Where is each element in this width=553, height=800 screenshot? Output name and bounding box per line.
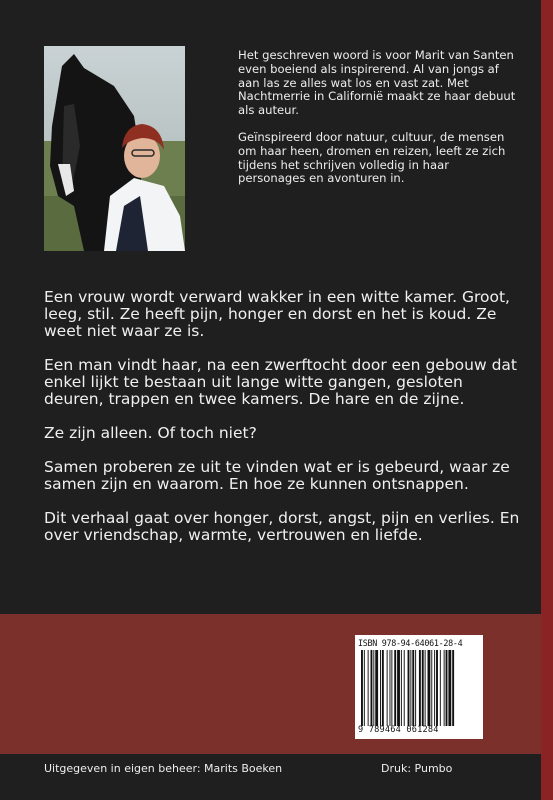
author-bio-paragraph: Geïnspireerd door natuur, cultuur, de mensen om haar heen, dromen en reizen, leeft ze zich tijdens het schrijven volledig in haar personages en avonturen in.	[238, 129, 506, 186]
isbn-label: ISBN 978-94-64061-28-4	[358, 638, 463, 648]
author-bio-paragraph: Het geschreven woord is voor Marit van Santen even boeiend als inspirerend. Al van jongs af aan las ze alles wat los en vast zat. Met Nachtmerrie in Californië maakt ze haar debuut als auteur.	[238, 48, 516, 118]
isbn-barcode	[355, 635, 483, 739]
footer	[0, 754, 541, 800]
printer-credit: Druk: Pumbo	[381, 762, 453, 775]
book-blurb	[44, 289, 524, 561]
blurb-paragraph: Samen proberen ze uit te vinden wat er is gebeurd, waar ze samen zijn en waarom. En hoe ze kunnen ontsnappen.	[44, 458, 510, 493]
author-with-horse-image	[44, 46, 185, 251]
book-spine-edge	[541, 0, 553, 800]
ean-digits: 9 789464 061284	[358, 725, 439, 735]
blurb-paragraph: Een man vindt haar, na een zwerftocht door een gebouw dat enkel lijkt te bestaan uit lange witte gangen, gesloten deuren, trappen en twee kamers. De hare en de zijne.	[44, 356, 517, 408]
publisher-credit: Uitgegeven in eigen beheer: Marits Boeken	[44, 762, 283, 775]
blurb-paragraph: Een vrouw wordt verward wakker in een witte kamer. Groot, leeg, stil. Ze heeft pijn, honger en dorst en het is koud. Ze weet niet waar ze is.	[44, 288, 510, 340]
barcode-bars-graphic	[361, 650, 477, 726]
blurb-paragraph: Dit verhaal gaat over honger, dorst, angst, pijn en verlies. En over vriendschap, warmte, vertrouwen en liefde.	[44, 509, 520, 544]
blurb-paragraph: Ze zijn alleen. Of toch niet?	[44, 424, 257, 442]
author-bio	[238, 49, 518, 199]
author-photo	[44, 46, 185, 251]
